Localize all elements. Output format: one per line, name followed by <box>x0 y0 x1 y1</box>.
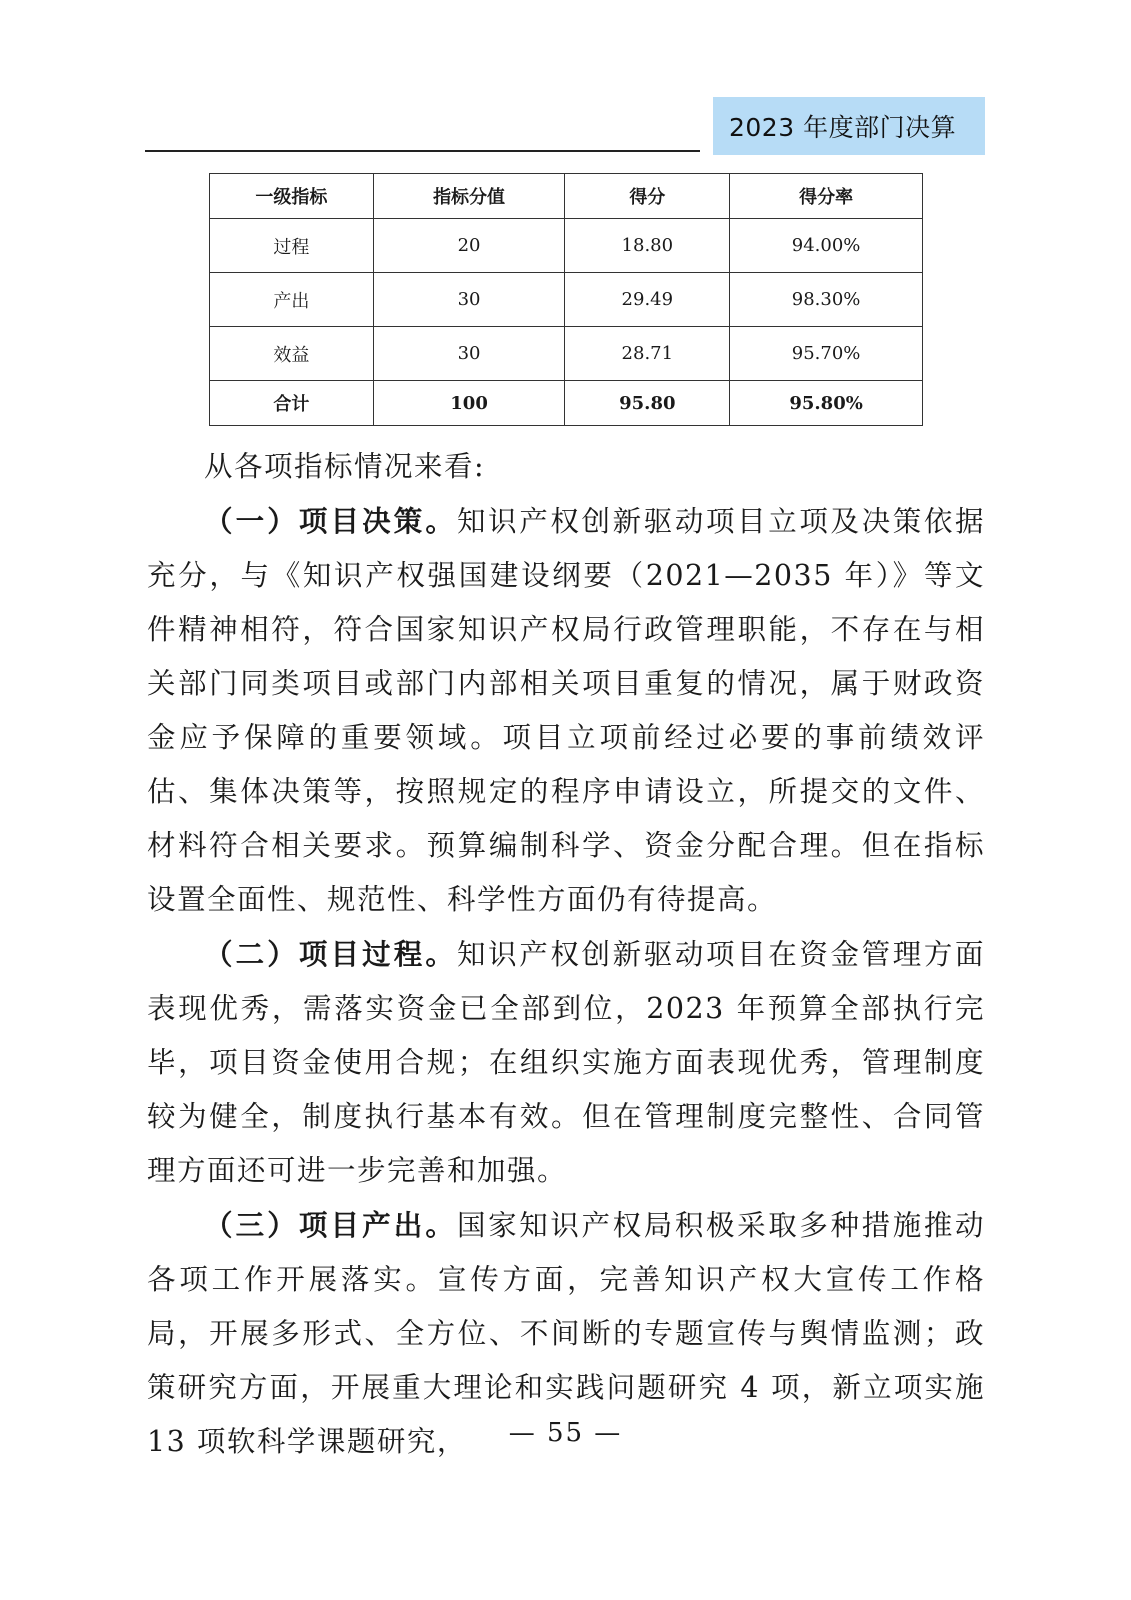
page-number: — 55 — <box>508 1418 623 1448</box>
table-cell: 95.70% <box>730 327 923 381</box>
table-cell: 30 <box>373 273 565 327</box>
table-cell: 20 <box>373 219 565 273</box>
body-text <box>147 440 985 1469</box>
section-heading: （二）项目过程。 <box>204 937 457 971</box>
section-heading: （一）项目决策。 <box>204 504 457 538</box>
table-cell: 94.00% <box>730 219 923 273</box>
table-cell: 95.80 <box>565 381 730 426</box>
table-total-row <box>210 381 923 426</box>
column-header: 得分率 <box>730 174 923 219</box>
section-paragraph <box>147 494 985 927</box>
table-row <box>210 219 923 273</box>
table-header-row <box>210 174 923 219</box>
table-row <box>210 273 923 327</box>
intro-paragraph: 从各项指标情况来看: <box>204 450 486 483</box>
table-cell: 效益 <box>210 327 374 381</box>
table-cell: 28.71 <box>565 327 730 381</box>
header-title: 2023 年度部门决算 <box>713 97 985 155</box>
table-cell: 18.80 <box>565 219 730 273</box>
column-header: 一级指标 <box>210 174 374 219</box>
table-cell: 100 <box>373 381 565 426</box>
table-cell: 30 <box>373 327 565 381</box>
score-table <box>209 173 923 426</box>
header-rule <box>145 150 700 152</box>
section-text: 知识产权创新驱动项目立项及决策依据充分，与《知识产权强国建设纲要（2021—2035 年）》等文件精神相符，符合国家知识产权局行政管理职能，不存在与相关部门同类项目或部门内部相关项目重复的情况，属于财政资金应予保障的重要领域。项目立项前经过必要的事前绩效评估、集体决策等，按照规定的程序申请设立，所提交的文件、材料符合相关要求。预算编制科学、资金分配合理。但在指标设置全面性、规范性、科学性方面仍有待提高。 <box>147 505 985 916</box>
table-cell: 合计 <box>210 381 374 426</box>
column-header: 指标分值 <box>373 174 565 219</box>
section-text: 国家知识产权局积极采取多种措施推动各项工作开展落实。宣传方面，完善知识产权大宣传工作格局，开展多形式、全方位、不间断的专题宣传与舆情监测；政策研究方面，开展重大理论和实践问题研究 4 项，新立项实施 13 项软科学课题研究， <box>147 1209 985 1458</box>
table-cell: 29.49 <box>565 273 730 327</box>
column-header: 得分 <box>565 174 730 219</box>
table-cell: 98.30% <box>730 273 923 327</box>
section-heading: （三）项目产出。 <box>204 1208 457 1242</box>
table-cell: 过程 <box>210 219 374 273</box>
table-row <box>210 327 923 381</box>
section-text: 知识产权创新驱动项目在资金管理方面表现优秀，需落实资金已全部到位，2023 年预算全部执行完毕，项目资金使用合规；在组织实施方面表现优秀，管理制度较为健全，制度执行基本有效。但在管理制度完整性、合同管理方面还可进一步完善和加强。 <box>147 938 985 1187</box>
table-cell: 95.80% <box>730 381 923 426</box>
section-paragraph <box>147 927 985 1198</box>
table-cell: 产出 <box>210 273 374 327</box>
